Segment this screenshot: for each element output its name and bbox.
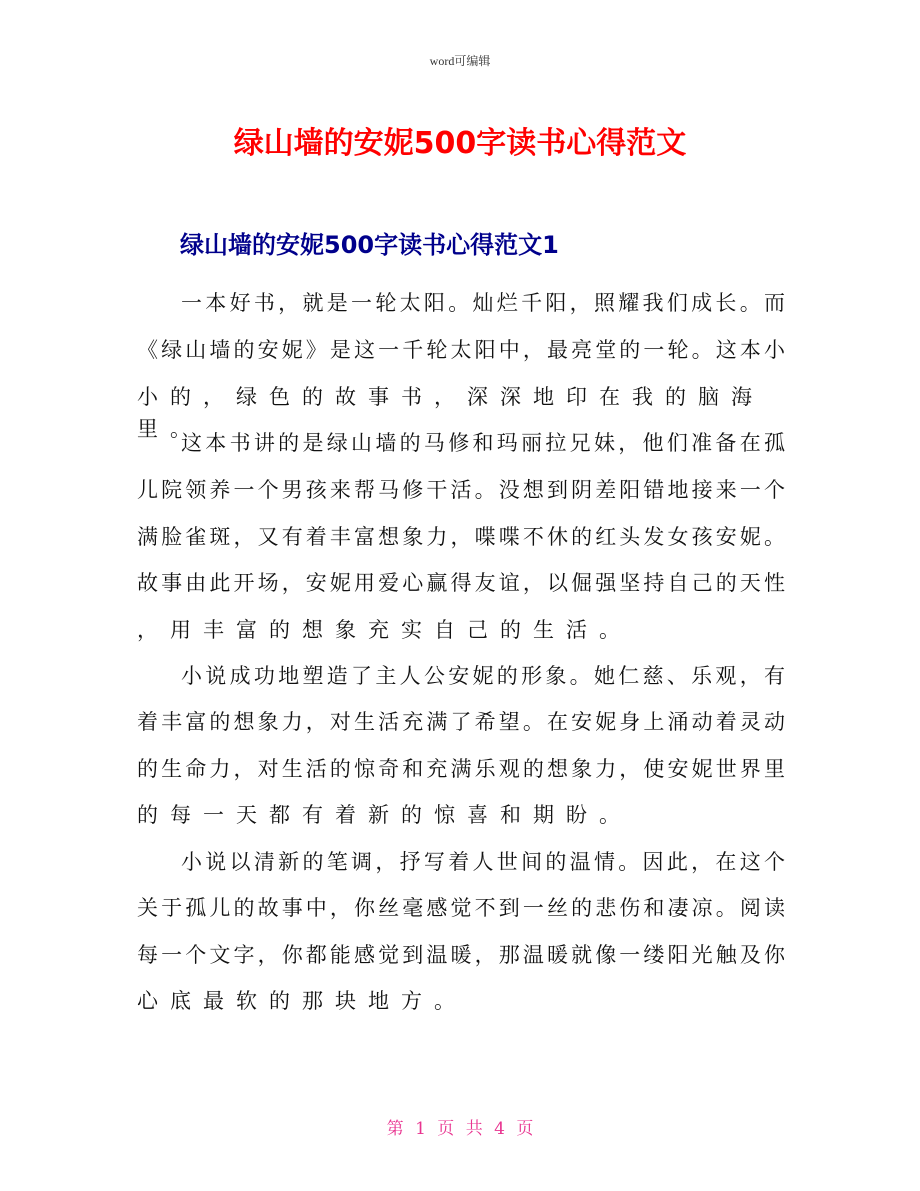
document-title: 绿山墙的安妮500字读书心得范文 bbox=[233, 126, 687, 161]
body-line: 一本好书，就是一轮太阳。灿烂千阳，照耀我们成长。而 bbox=[181, 291, 785, 315]
body-line: 心底最软的那块地方。 bbox=[137, 989, 467, 1013]
body-line: 小的，绿色的故事书，深深地印在我的脑海里。 bbox=[137, 385, 764, 441]
section-heading: 绿山墙的安妮500字读书心得范文1 bbox=[180, 231, 559, 259]
body-line: 关于孤儿的故事中，你丝毫感觉不到一丝的悲伤和凄凉。阅读 bbox=[137, 896, 785, 920]
page-header: word可编辑 bbox=[429, 54, 491, 68]
body-line: 满脸雀斑，又有着丰富想象力，喋喋不休的红头发女孩安妮。 bbox=[137, 525, 785, 549]
body-line: 儿院领养一个男孩来帮马修干活。没想到阴差阳错地接来一个 bbox=[137, 478, 785, 502]
body-line: 《绿山墙的安妮》是这一千轮太阳中，最亮堂的一轮。这本小 bbox=[137, 338, 785, 362]
body-line: 的每一天都有着新的惊喜和期盼。 bbox=[137, 803, 632, 827]
body-line: 的生命力，对生活的惊奇和充满乐观的想象力，使安妮世界里 bbox=[137, 757, 785, 781]
body-line: 故事由此开场，安妮用爱心赢得友谊，以倔强坚持自己的天性 bbox=[137, 571, 785, 595]
body-line: 小说成功地塑造了主人公安妮的形象。她仁慈、乐观，有 bbox=[181, 664, 785, 688]
body-line: 这本书讲的是绿山墙的马修和玛丽拉兄妹，他们准备在孤 bbox=[181, 431, 785, 455]
body-line: 每一个文字，你都能感觉到温暖，那温暖就像一缕阳光触及你 bbox=[137, 943, 785, 967]
body-line: 小说以清新的笔调，抒写着人世间的温情。因此，在这个 bbox=[181, 850, 785, 874]
body-line: 着丰富的想象力，对生活充满了希望。在安妮身上涌动着灵动 bbox=[137, 710, 785, 734]
body-line: ，用丰富的想象充实自己的生活。 bbox=[137, 618, 632, 642]
page-number: 第 1 页 共 4 页 bbox=[386, 1119, 534, 1139]
